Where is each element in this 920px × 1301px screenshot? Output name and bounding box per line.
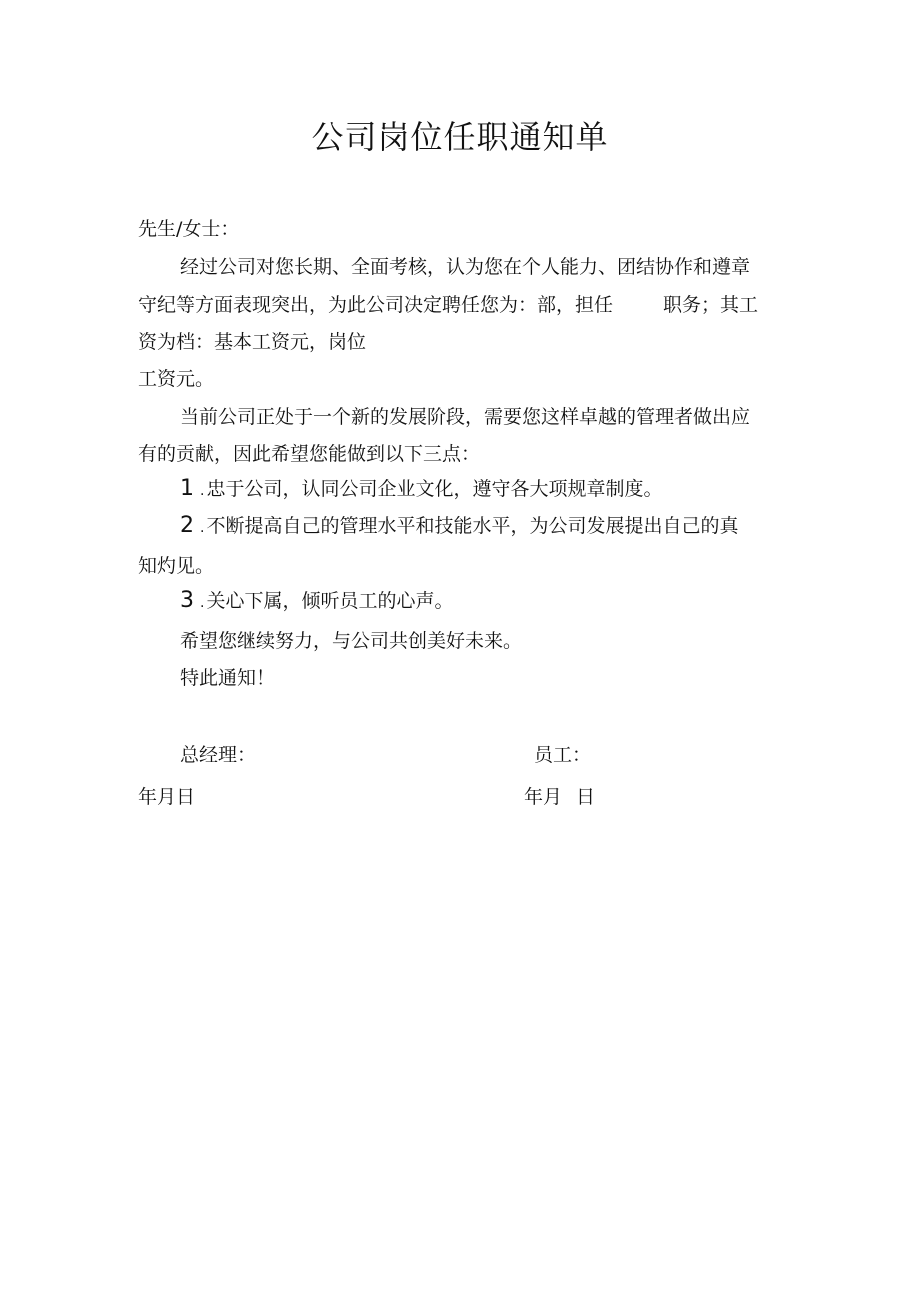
- paragraph1-line3: 资为档：基本工资元，岗位: [138, 331, 367, 353]
- point-dot: .: [200, 595, 205, 611]
- salutation: 先生/女士：: [138, 218, 240, 240]
- paragraph1-line2a: 守纪等方面表现突出，为此公司决定聘任您为：部，担任: [138, 294, 614, 316]
- paragraph2-line2: 有的贡献，因此希望您能做到以下三点：: [138, 443, 481, 465]
- point-text: 关心下属，倾听员工的心声。: [206, 590, 454, 612]
- closing-hope: 希望您继续努力，与公司共创美好未来。: [180, 630, 523, 652]
- manager-date: 年月日: [138, 786, 196, 808]
- paragraph2-line1: 当前公司正处于一个新的发展阶段，需要您这样卓越的管理者做出应: [180, 406, 751, 428]
- point-dot: .: [200, 520, 205, 536]
- point-dot: .: [200, 483, 205, 499]
- point-1: [180, 474, 662, 501]
- point-number: 2: [180, 513, 194, 538]
- document-title: 公司岗位任职通知单: [311, 118, 609, 156]
- employee-date-day: 日: [576, 786, 596, 808]
- point-2-continuation: 知灼见。: [138, 555, 215, 577]
- paragraph1-line4: 工资元。: [138, 368, 215, 390]
- point-2: [180, 511, 738, 538]
- employee-date: [524, 782, 595, 809]
- closing-notice: 特此通知！: [180, 667, 276, 689]
- paragraph1-line2: [138, 290, 758, 317]
- paragraph1-line1: 经过公司对您长期、全面考核，认为您在个人能力、团结协作和遵章: [180, 256, 751, 278]
- manager-signature-label: 总经理：: [180, 744, 257, 766]
- point-number: 3: [180, 588, 194, 613]
- point-number: 1: [180, 476, 194, 501]
- employee-signature-label: 员工：: [534, 744, 592, 766]
- employee-date-ym: 年月: [524, 786, 563, 808]
- paragraph1-line2b: 职务；其工: [663, 294, 759, 316]
- point-text: 忠于公司，认同公司企业文化，遵守各大项规章制度。: [206, 478, 663, 500]
- point-3: [180, 586, 453, 613]
- point-text: 不断提高自己的管理水平和技能水平，为公司发展提出自己的真: [206, 515, 739, 537]
